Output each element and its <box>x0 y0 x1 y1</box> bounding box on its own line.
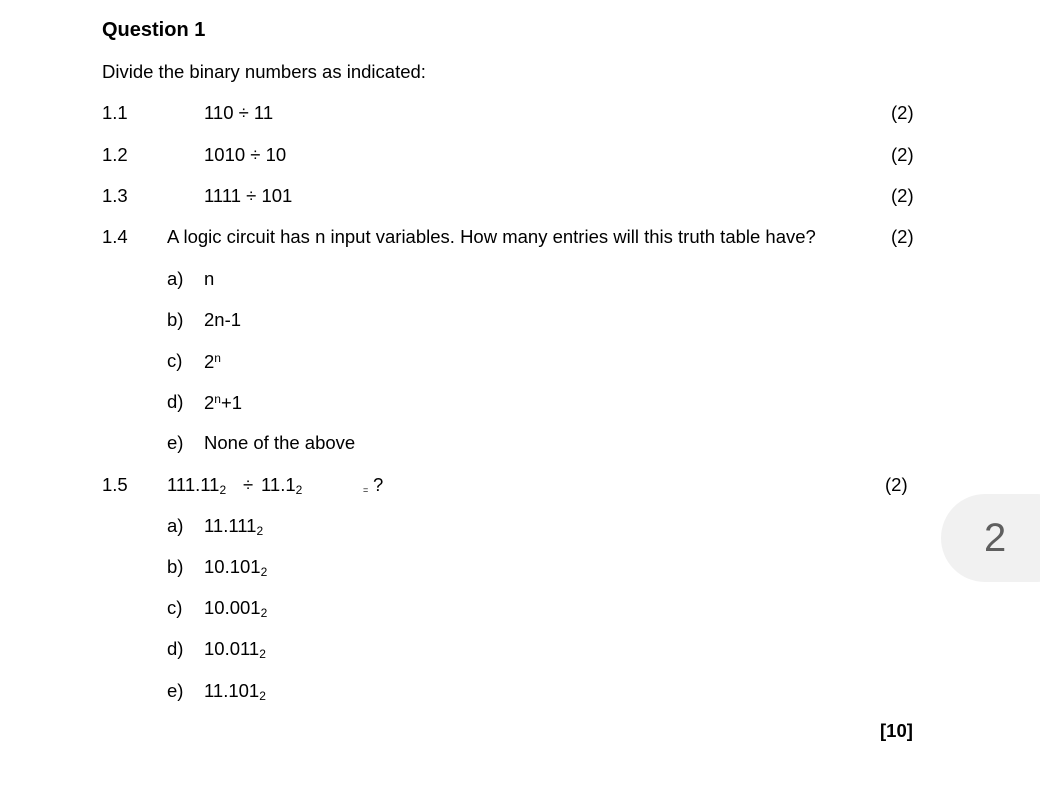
page-number: 2 <box>984 516 1007 560</box>
q1-5-number: 1.5 <box>102 474 128 495</box>
q1-4-option-a-label: a) <box>167 268 184 289</box>
question-title: Question 1 <box>102 19 206 41</box>
q1-5-option-d-text: $10.011_2$ <box>204 638 266 661</box>
q1-5-option-c-label: c) <box>167 597 183 618</box>
q1-5-operator: ÷ <box>243 474 254 495</box>
q1-1-marks: (2) <box>891 102 914 123</box>
q1-1-text: 110 ÷ 11 <box>204 102 274 123</box>
q1-5-option-a-text: $11.111_2$ <box>204 515 264 538</box>
q1-5-option-b-text: $10.101_2$ <box>204 556 268 579</box>
q1-4-option-e-label: e) <box>167 432 184 453</box>
total-marks: [10] <box>880 720 913 741</box>
q1-4-option-b-text: 2n-1 <box>204 309 242 330</box>
q1-3-number: 1.3 <box>102 185 128 206</box>
q1-5-option-e-text: $11.101_2$ <box>204 680 266 703</box>
q1-2-number: 1.2 <box>102 144 128 165</box>
q1-5-option-a-label: a) <box>167 515 184 536</box>
q1-4-option-c-label: c) <box>167 350 183 371</box>
q1-3-text: 1111 ÷ 101 <box>204 185 293 206</box>
q1-5-operand-a: $111.11_2$ <box>167 474 227 497</box>
q1-5-question-mark: ? <box>373 474 384 495</box>
q1-4-option-b-label: b) <box>167 309 184 330</box>
q1-4-option-c-text: 2$^n$ <box>204 351 221 372</box>
q1-5-operand-b: $11.1_2$ <box>261 474 303 497</box>
q1-1-number: 1.1 <box>102 102 128 123</box>
q1-4-option-e-text: None of the above <box>204 432 356 453</box>
q1-2-text: 1010 ÷ 10 <box>204 144 287 165</box>
q1-5-equals: = <box>363 485 369 495</box>
q1-4-text: A logic circuit has n input variables. How many entries will this truth table have? <box>167 226 816 247</box>
q1-5-option-c-text: $10.001_2$ <box>204 597 268 620</box>
q1-5-option-b-label: b) <box>167 556 184 577</box>
instruction-text: Divide the binary numbers as indicated: <box>102 61 426 82</box>
q1-3-marks: (2) <box>891 185 914 206</box>
q1-5-option-d-label: d) <box>167 638 184 659</box>
q1-5-option-e-label: e) <box>167 680 184 701</box>
q1-4-number: 1.4 <box>102 226 128 247</box>
q1-4-option-d-label: d) <box>167 391 184 412</box>
q1-2-marks: (2) <box>891 144 914 165</box>
q1-4-option-a-text: n <box>204 268 215 289</box>
q1-5-marks: (2) <box>885 474 908 495</box>
q1-4-marks: (2) <box>891 226 914 247</box>
q1-4-option-d-text: $2^n+1$ <box>204 392 243 413</box>
